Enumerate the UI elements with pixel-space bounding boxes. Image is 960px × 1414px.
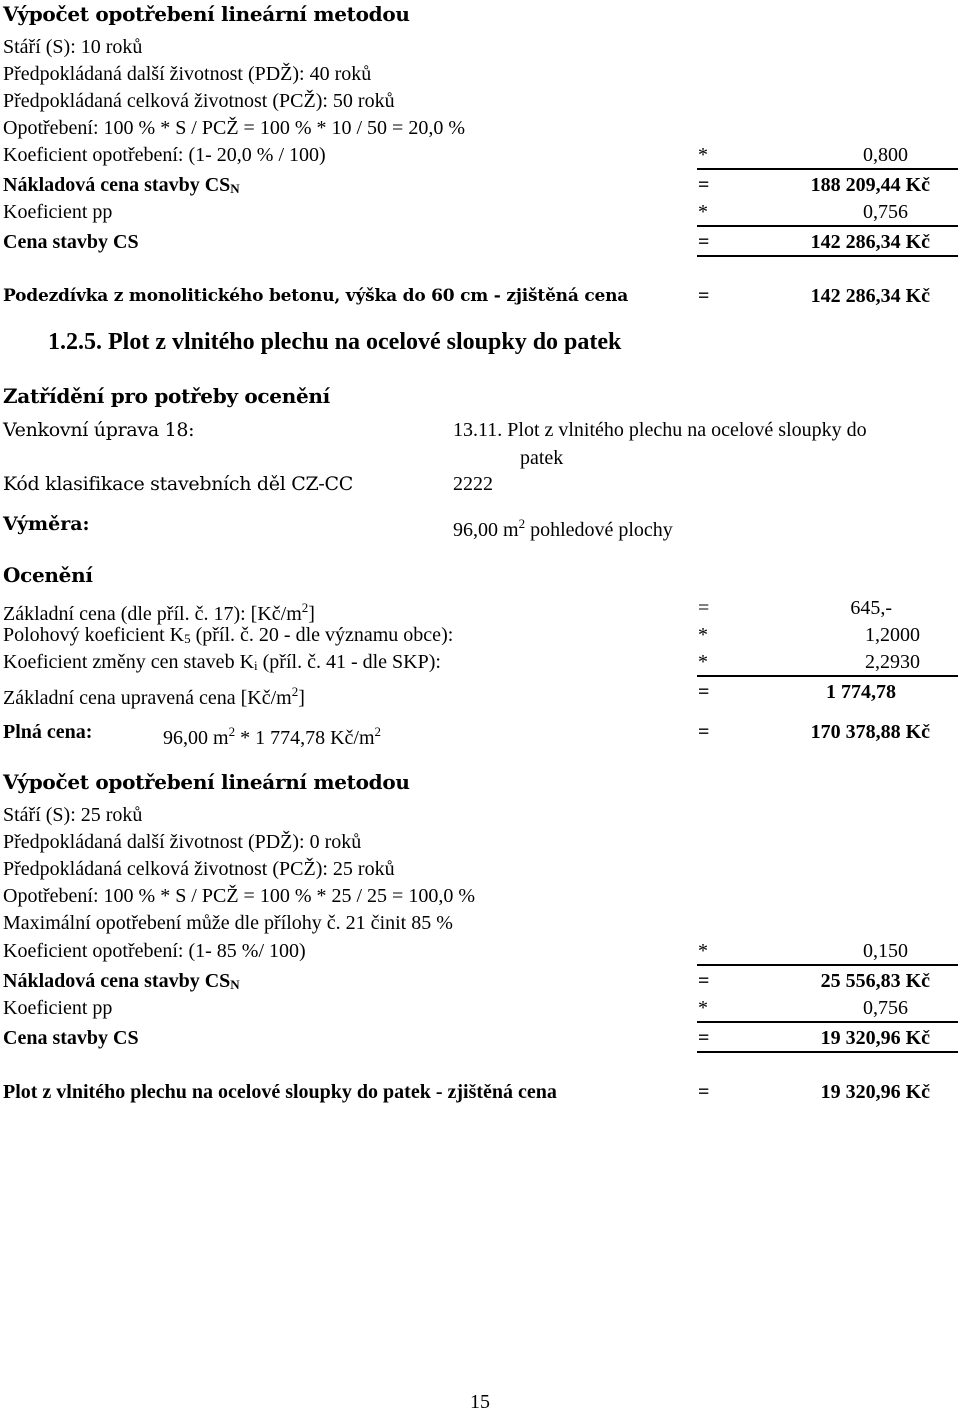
- full-price-operator: =: [698, 721, 710, 743]
- adjusted-price-label: Základní cena upravená cena $[Kč/m^2]$: [3, 684, 305, 709]
- building-price-operator-2: =: [698, 1027, 710, 1049]
- valuation-title: Ocenění: [3, 563, 93, 587]
- remaining-life-line: Předpokládaná další životnost (PDŽ): 40 roků: [3, 63, 372, 85]
- cz-cc-value: 2222: [453, 473, 493, 495]
- outdoor-value-line2: patek: [520, 447, 564, 469]
- full-price-value: 170 378,88 Kč: [810, 721, 930, 743]
- adjusted-price-value: 1 774,78: [826, 681, 896, 703]
- cost-price-value-2: 25 556,83 Kč: [820, 970, 930, 992]
- cost-price-label: Nákladová cena stavby CSN: [3, 174, 240, 196]
- divider: [697, 1051, 958, 1053]
- foundation-found-price-value: 142 286,34 Kč: [810, 285, 930, 307]
- price-change-coef-value: 2,2930: [865, 651, 920, 673]
- fence-found-price-label: Plot z vlnitého plechu na ocelové sloupky do patek - zjištěná cena: [3, 1081, 557, 1103]
- depreciation-coef-operator: *: [698, 144, 708, 166]
- cz-cc-label: Kód klasifikace stavebních děl CZ-CC: [3, 473, 353, 495]
- divider: [697, 964, 958, 966]
- base-price-label: Základní cena (dle příl. č. 17): $[Kč/m^2]$: [3, 600, 315, 625]
- age-line-2: Stáří (S): 25 roků: [3, 804, 143, 826]
- age-line: Stáří (S): 10 roků: [3, 36, 143, 58]
- total-life-line-2: Předpokládaná celková životnost (PCŽ): 25 roků: [3, 858, 395, 880]
- building-price-operator: =: [698, 231, 710, 253]
- location-coef-label: Polohový koeficient K5 (příl. č. 20 - dle významu obce):: [3, 624, 454, 646]
- classification-title: Zatřídění pro potřeby ocenění: [3, 384, 330, 408]
- building-price-label: Cena stavby CS: [3, 231, 139, 253]
- depreciation-title-2: Výpočet opotřebení lineární metodou: [3, 770, 410, 794]
- full-price-formula: 96,00 $m^2 * 1$ 774,78 $Kč/m^2$: [163, 724, 381, 749]
- max-depreciation-note: Maximální opotřebení může dle přílohy č. 21 činit 85 %: [3, 912, 453, 934]
- building-price-value-2: 19 320,96 Kč: [820, 1027, 930, 1049]
- page-number: 15: [470, 1391, 490, 1413]
- building-price-value: 142 286,34 Kč: [810, 231, 930, 253]
- base-price-operator: =: [698, 597, 710, 619]
- section-heading: 1.2.5. Plot z vlnitého plechu na ocelové sloupky do patek: [48, 329, 622, 355]
- full-price-label: Plná cena:: [3, 721, 93, 743]
- building-price-label-2: Cena stavby CS: [3, 1027, 139, 1049]
- fence-found-price-operator: =: [698, 1081, 710, 1103]
- pp-coef-operator-2: *: [698, 997, 708, 1019]
- depreciation-coef-label: Koeficient opotřebení: (1- 20,0 % / 100): [3, 144, 326, 166]
- area-value: 96,00 $m^2$ pohledové plochy: [453, 516, 673, 541]
- base-price-value: 645,-: [850, 597, 892, 619]
- price-change-coef-operator: *: [698, 651, 708, 673]
- total-life-line: Předpokládaná celková životnost (PCŽ): 50 roků: [3, 90, 395, 112]
- area-label: Výměra:: [3, 513, 90, 535]
- location-coef-operator: *: [698, 624, 708, 646]
- cost-price-label-2: Nákladová cena stavby CSN: [3, 970, 240, 992]
- price-change-coef-label: Koeficient změny cen staveb Ki (příl. č. 41 - dle SKP):: [3, 651, 441, 673]
- fence-found-price-value: 19 320,96 Kč: [820, 1081, 930, 1103]
- outdoor-value-line1: 13.11. Plot z vlnitého plechu na ocelové sloupky do: [453, 419, 867, 441]
- pp-coef-value: 0,756: [863, 201, 908, 223]
- location-coef-value: 1,2000: [865, 624, 920, 646]
- pp-coef-label-2: Koeficient pp: [3, 997, 113, 1019]
- divider: [697, 1021, 958, 1023]
- pp-coef-label: Koeficient pp: [3, 201, 113, 223]
- depreciation-formula: Opotřebení: 100 % * S / PCŽ = 100 % * 10 / 50 = 20,0 %: [3, 117, 465, 139]
- depreciation-title: Výpočet opotřebení lineární metodou: [3, 2, 410, 26]
- depreciation-coef-value: 0,800: [863, 144, 908, 166]
- cost-price-value: 188 209,44 Kč: [810, 174, 930, 196]
- divider: [697, 675, 958, 677]
- depreciation-formula-2: Opotřebení: 100 % * S / PCŽ = 100 % * 25 / 25 = 100,0 %: [3, 885, 475, 907]
- cost-price-operator-2: =: [698, 970, 710, 992]
- divider: [697, 225, 958, 227]
- divider: [697, 168, 958, 170]
- adjusted-price-operator: =: [698, 681, 710, 703]
- depreciation-coef-value-2: 0,150: [863, 940, 908, 962]
- foundation-found-price-label: Podezdívka z monolitického betonu, výška do 60 cm - zjištěná cena: [3, 286, 629, 306]
- cost-price-operator: =: [698, 174, 710, 196]
- divider: [697, 255, 958, 257]
- foundation-found-price-operator: =: [698, 285, 710, 307]
- remaining-life-line-2: Předpokládaná další životnost (PDŽ): 0 roků: [3, 831, 362, 853]
- outdoor-label: Venkovní úprava 18:: [3, 419, 195, 441]
- pp-coef-value-2: 0,756: [863, 997, 908, 1019]
- pp-coef-operator: *: [698, 201, 708, 223]
- depreciation-coef-operator-2: *: [698, 940, 708, 962]
- depreciation-coef-label-2: Koeficient opotřebení: (1- 85 %/ 100): [3, 940, 306, 962]
